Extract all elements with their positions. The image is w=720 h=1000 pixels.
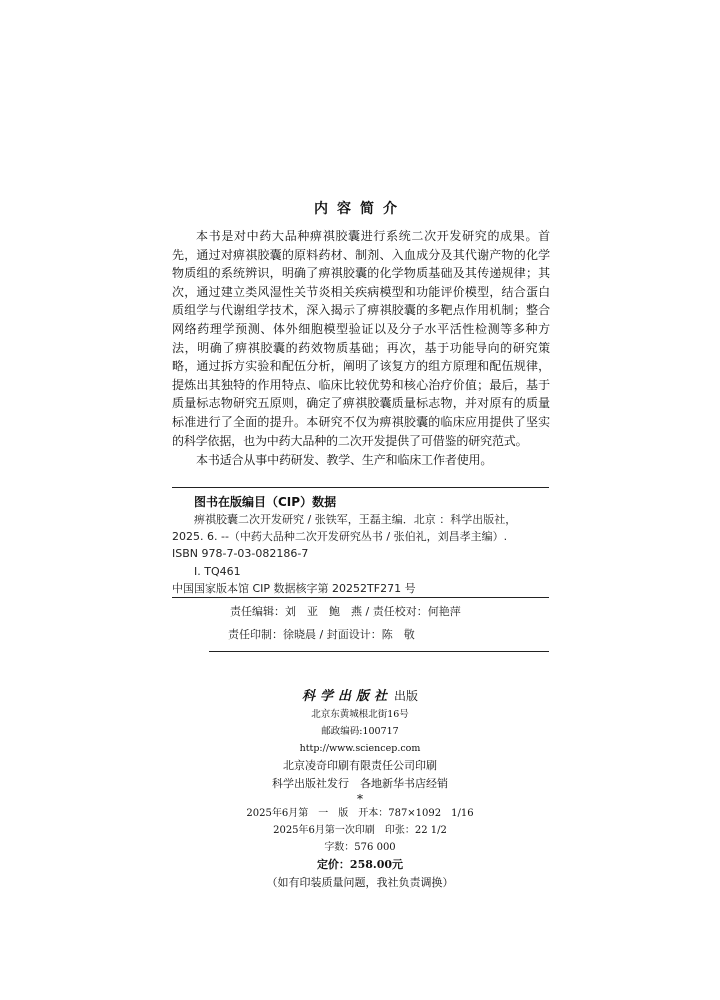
publisher-logo: 科学出版社 [301,689,392,704]
credits-bottom-rule [209,651,549,652]
cip-line: Ⅰ. TQ461 [194,564,241,578]
printing-info: 2025年6月第一次印刷 印张：22 1/2 [273,825,447,836]
quality-notice: （如有印装质量问题，我社负责调换） [266,876,454,889]
publisher-line [0,686,720,706]
publisher-address: 北京东黄城根北街16号 [311,709,409,720]
cip-block [172,493,550,597]
page-title: 内容简介 [314,201,406,217]
cip-line: 2025. 6. --（中药大品种二次开发研究丛书 / 张伯礼，刘昌孝主编）. [172,530,508,544]
cip-line: ISBN 978-7-03-082186-7 [172,547,309,561]
website-url: http://www.sciencep.com [299,743,421,754]
abstract-paragraph: 本书是对中药大品种痹祺胶囊进行系统二次开发研究的成果。首先，通过对痹祺胶囊的原料药材、制剂、入血成分及其代谢产物的化学物质组的系统辨识，明确了痹祺胶囊的化学物质基础及其传递规律；其次，通过建立类风湿性关节炎相关疾病模型和功能评价模型，结合蛋白质组学与代谢组学技术，深入揭示了痹祺胶囊的多靶点作用机制；整合网络药理学预测、体外细胞模型验证以及分子水平活性检测等多种方法，明确了痹祺胶囊的药效物质基础；再次，基于功能导向的研究策略，通过拆方实验和配伍分析，阐明了该复方的组方原理和配伍规律，提炼出其独特的作用特点、临床比较优势和核心治疗价值；最后，基于质量标志物研究五原则，确定了痹祺胶囊质量标志物，并对原有的质量标准进行了全面的提升。本研究不仅为痹祺胶囊的临床应用提供了坚实的科学依据，也为中药大品种的二次开发提供了可借鉴的研究范式。 [172,229,550,448]
printer: 北京凌奇印刷有限责任公司印刷 [283,759,437,772]
word-count: 字数：576 000 [324,842,396,853]
separator-star: * [357,792,363,806]
cip-top-rule [172,487,549,488]
cip-bottom-rule [172,597,549,598]
production-credits: 责任印制：徐晓晨 / 封面设计：陈 敬 [228,628,415,641]
abstract [172,227,550,470]
edition-info: 2025年6月第 一 版 开本：787×1092 1/16 [246,808,474,819]
cip-line: 痹祺胶囊二次开发研究 / 张铁军，王磊主编．北京 ：科学出版社， [194,513,517,526]
distribution: 科学出版社发行 各地新华书店经销 [272,777,448,790]
colophon [0,686,720,892]
price: 定价：258.00元 [316,858,404,871]
cip-line: 中国国家版本馆 CIP 数据核字第 20252TF271 号 [172,581,416,595]
audience-paragraph: 本书适合从事中药研发、教学、生产和临床工作者使用。 [196,453,493,468]
editor-credits: 责任编辑：刘 亚 鲍 燕 / 责任校对：何艳萍 [230,605,461,618]
credits-block [209,600,549,646]
cip-heading: 图书在版编目（CIP）数据 [194,495,337,509]
postcode: 邮政编码:100717 [321,726,399,737]
publisher-suffix: 出版 [394,689,419,703]
